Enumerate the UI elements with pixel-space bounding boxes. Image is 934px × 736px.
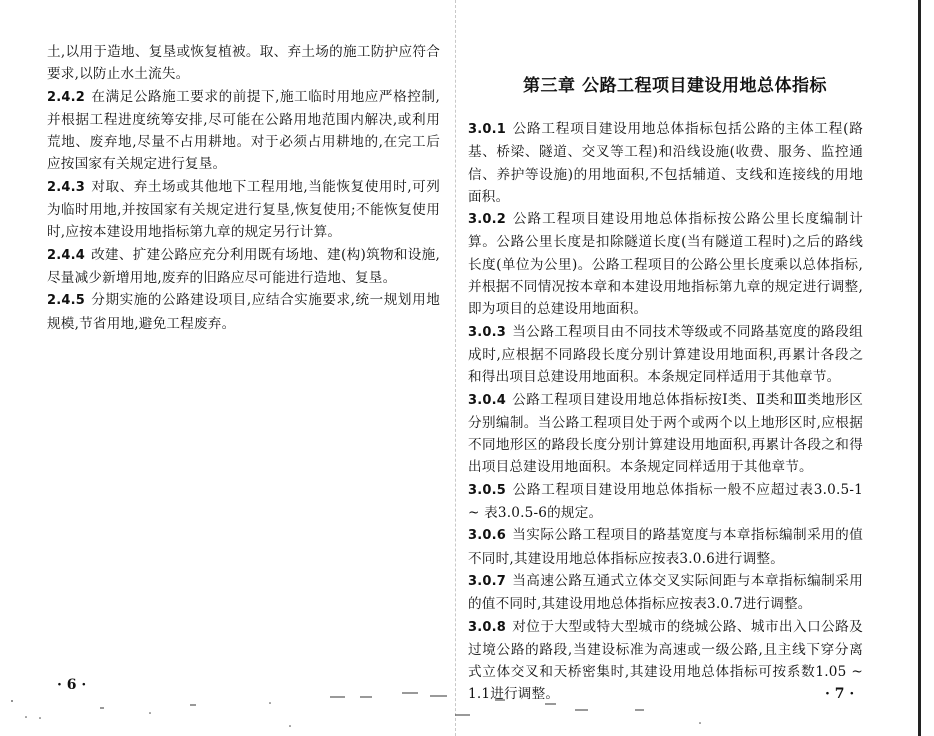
clause-3-0-4 [468, 389, 863, 479]
chapter-title: 第三章 公路工程项目建设用地总体指标 [523, 76, 827, 96]
left-page-body [47, 41, 440, 335]
clause-number: 3.0.8 [468, 619, 507, 635]
clause-text: 公路工程项目建设用地总体指标按公路公里长度编制计算。公路公里长度是扣除隧道长度(当有隧道工程时)之后的路线长度(单位为公里)。公路工程项目的公路公里长度乘以总体指标,并根据不同情况按本章和本建设用地指标第九章的规定进行调整,即为项目的总建设用地面积。 [468, 211, 863, 318]
clause-number: 2.4.4 [47, 247, 86, 263]
clause-text: 当公路工程项目由不同技术等级或不同路基宽度的路段组成时,应根据不同路段长度分别计算建设用地面积,再累计各段之和得出项目总建设用地面积。本条规定同样适用于其他章节。 [468, 323, 863, 386]
paragraph-continuation [47, 41, 440, 86]
right-page [455, 0, 934, 736]
clause-3-0-2 [468, 208, 863, 320]
scan-edge-shadow [918, 0, 921, 736]
scan-noise-marks [0, 688, 934, 736]
clause-2-4-3 [47, 176, 440, 244]
clause-2-4-4 [47, 244, 440, 290]
clause-number: 3.0.1 [468, 122, 507, 137]
clause-number: 2.4.5 [47, 293, 86, 309]
clause-number: 3.0.4 [468, 392, 507, 408]
left-page [0, 0, 455, 736]
clause-number: 3.0.5 [468, 482, 507, 498]
clause-2-4-2 [47, 86, 440, 176]
clause-text: 公路工程项目建设用地总体指标按Ⅰ类、Ⅱ类和Ⅲ类地形区分别编制。当公路工程项目处于两个或两个以上地形区时,应根据不同地形区的路段长度分别计算建设用地面积,再累计各段之和得出项目总建设用地面积。本条规定同样适用于其他章节。 [468, 391, 863, 476]
clause-number: 3.0.6 [468, 528, 507, 544]
clause-number: 3.0.2 [468, 212, 507, 228]
page-number-right: · 7 · [825, 686, 855, 702]
page-number-left: · 6 · [57, 677, 87, 693]
clause-number: 3.0.3 [468, 324, 507, 340]
clause-text: 分期实施的公路建设项目,应结合实施要求,统一规划用地规模,节省用地,避免工程废弃。 [47, 292, 440, 332]
clause-3-0-1 [468, 118, 863, 208]
clause-text: 当实际公路工程项目的路基宽度与本章指标编制采用的值不同时,其建设用地总体指标应按表3.0.6进行调整。 [468, 527, 863, 567]
clause-number: 2.4.2 [47, 89, 86, 105]
clause-text: 在满足公路施工要求的前提下,施工临时用地应严格控制,并根据工程进度统筹安排,尽可能在公路用地范围内解决,或利用荒地、废弃地,尽量不占用耕地。对于必须占用耕地的,在完工后应按国家有关规定进行复垦。 [47, 88, 440, 173]
right-page-body [468, 118, 863, 706]
clause-text: 公路工程项目建设用地总体指标一般不应超过表3.0.5-1 ~ 表3.0.5-6的规定。 [468, 481, 863, 522]
clause-text: 公路工程项目建设用地总体指标包括公路的主体工程(路基、桥梁、隧道、交叉等工程)和沿线设施(收费、服务、监控通信、养护等设施)的用地面积,不包括辅道、支线和连接线的用地面积。 [468, 121, 863, 205]
clause-text: 改建、扩建公路应充分利用既有场地、建(构)筑物和设施,尽量减少新增用地,废弃的旧路应尽可能进行造地、复垦。 [47, 246, 440, 286]
clause-3-0-5 [468, 479, 863, 525]
clause-number: 3.0.7 [468, 573, 507, 589]
clause-text: 当高速公路互通式立体交叉实际间距与本章指标编制采用的值不同时,其建设用地总体指标应按表3.0.7进行调整。 [468, 572, 863, 613]
paragraph-text: 土,以用于造地、复垦或恢复植被。取、弃土场的施工防护应符合要求,以防止水土流失。 [47, 44, 440, 83]
clause-3-0-7 [468, 570, 863, 616]
clause-2-4-5 [47, 289, 440, 335]
clause-3-0-3 [468, 321, 863, 389]
clause-3-0-6 [468, 524, 863, 570]
clause-text: 对取、弃土场或其他地下工程用地,当能恢复使用时,可列为临时用地,并按国家有关规定进行复垦,恢复使用;不能恢复使用时,应按本建设用地指标第九章的规定另行计算。 [47, 178, 440, 241]
clause-text: 对位于大型或特大型城市的绕城公路、城市出入口公路及过境公路的路段,当建设标准为高速或一级公路,且主线下穿分离式立体交叉和天桥密集时,其建设用地总体指标可按系数1.05 ~ 1.1进行调整。 [468, 618, 863, 703]
clause-number: 2.4.3 [47, 179, 86, 195]
